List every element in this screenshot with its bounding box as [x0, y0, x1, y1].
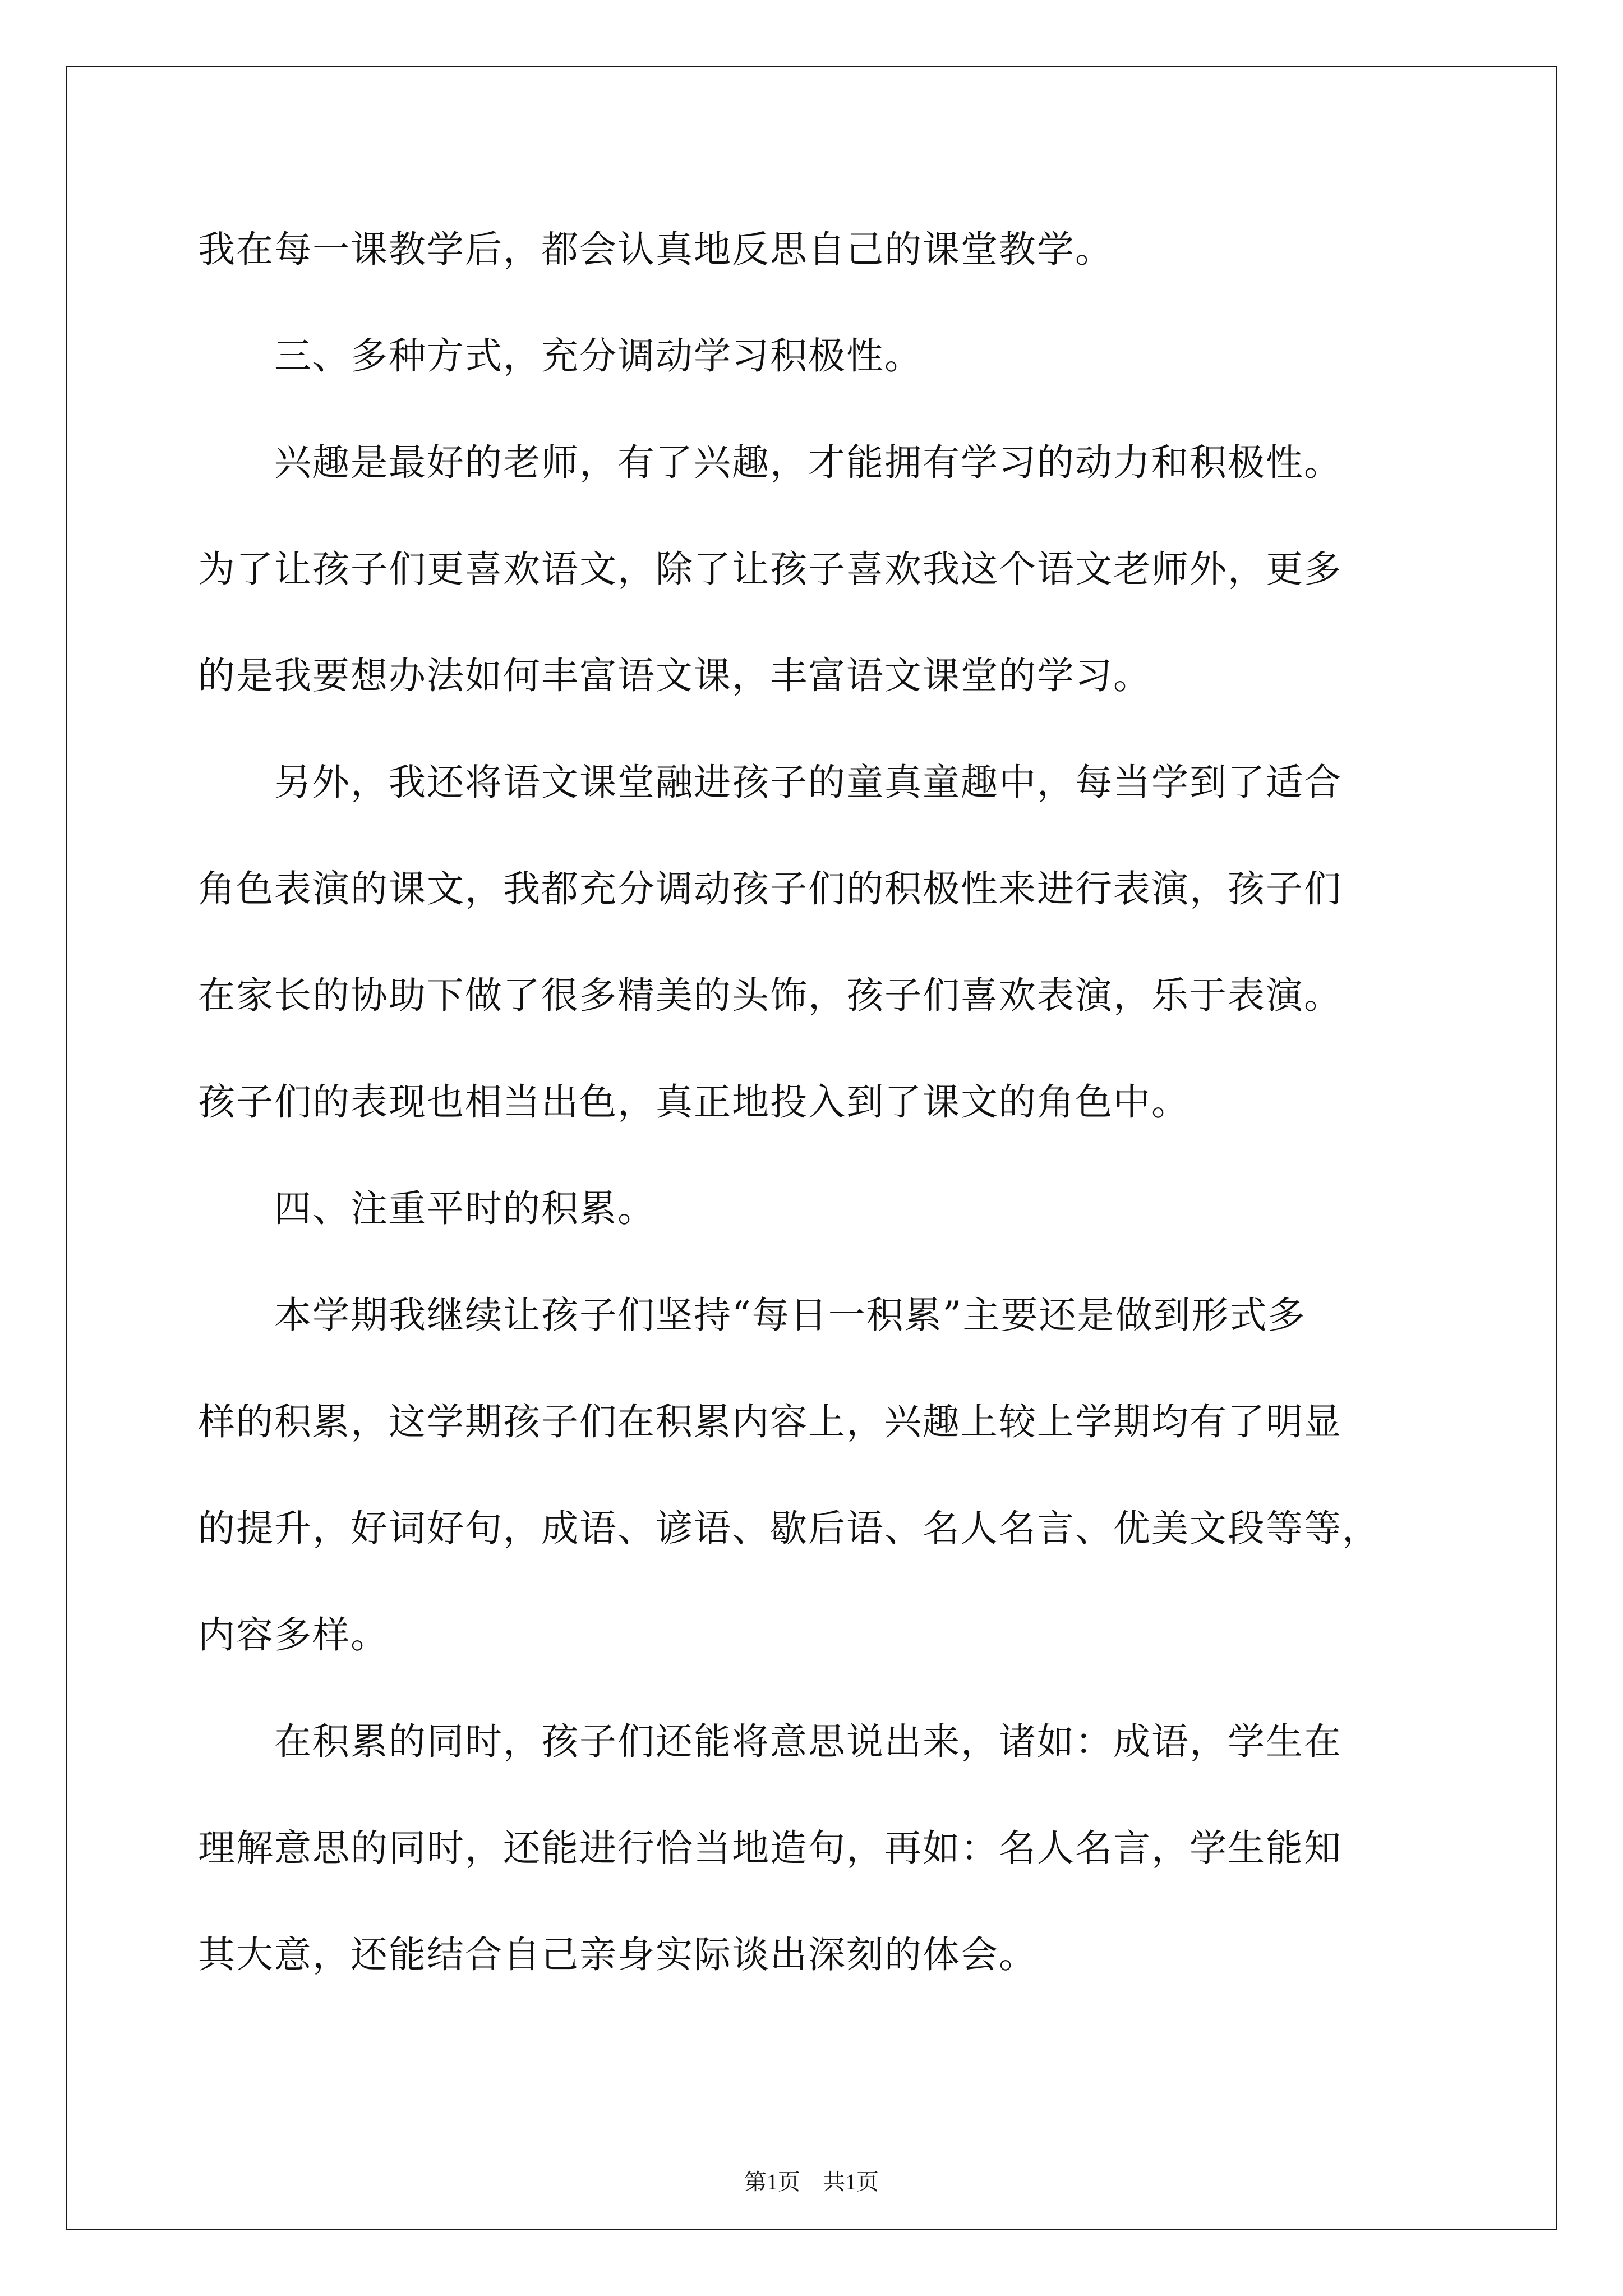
paragraph-line: 样的积累，这学期孩子们在积累内容上，兴趣上较上学期均有了明显: [198, 1400, 1342, 1443]
paragraph-line: 为了让孩子们更喜欢语文，除了让孩子喜欢我这个语文老师外，更多: [198, 547, 1342, 591]
paragraph-line: 孩子们的表现也相当出色，真正地投入到了课文的角色中。: [198, 1080, 1189, 1124]
section-heading: 四、注重平时的积累。: [198, 1187, 656, 1230]
paragraph-line: 在积累的同时，孩子们还能将意思说出来，诸如：成语，学生在: [198, 1720, 1342, 1763]
paragraph-line: 角色表演的课文，我都充分调动孩子们的积极性来进行表演，孩子们: [198, 867, 1342, 910]
page-border: [66, 66, 1557, 2230]
page-footer: 第1页 共1页: [744, 2169, 879, 2194]
paragraph-line: 其大意，还能结合自己亲身实际谈出深刻的体会。: [198, 1933, 1037, 1976]
paragraph-line: 我在每一课教学后，都会认真地反思自己的课堂教学。: [198, 228, 1113, 271]
section-heading: 三、多种方式，充分调动学习积极性。: [198, 334, 923, 378]
paragraph-line: 本学期我继续让孩子们坚持“每日一积累”主要还是做到形式多: [198, 1294, 1306, 1337]
paragraph-line: 兴趣是最好的老师，有了兴趣，才能拥有学习的动力和积极性。: [198, 441, 1342, 484]
paragraph-line: 理解意思的同时，还能进行恰当地造句，再如：名人名言，学生能知: [198, 1826, 1342, 1870]
paragraph-line: 的是我要想办法如何丰富语文课，丰富语文课堂的学习。: [198, 654, 1151, 697]
paragraph-line: 另外，我还将语文课堂融进孩子的童真童趣中，每当学到了适合: [198, 761, 1342, 804]
paragraph-line: 在家长的协助下做了很多精美的头饰，孩子们喜欢表演，乐于表演。: [198, 974, 1342, 1017]
paragraph-line: 内容多样。: [198, 1613, 389, 1657]
paragraph-line: 的提升，好词好句，成语、谚语、歇后语、名人名言、优美文段等等，: [198, 1507, 1380, 1550]
